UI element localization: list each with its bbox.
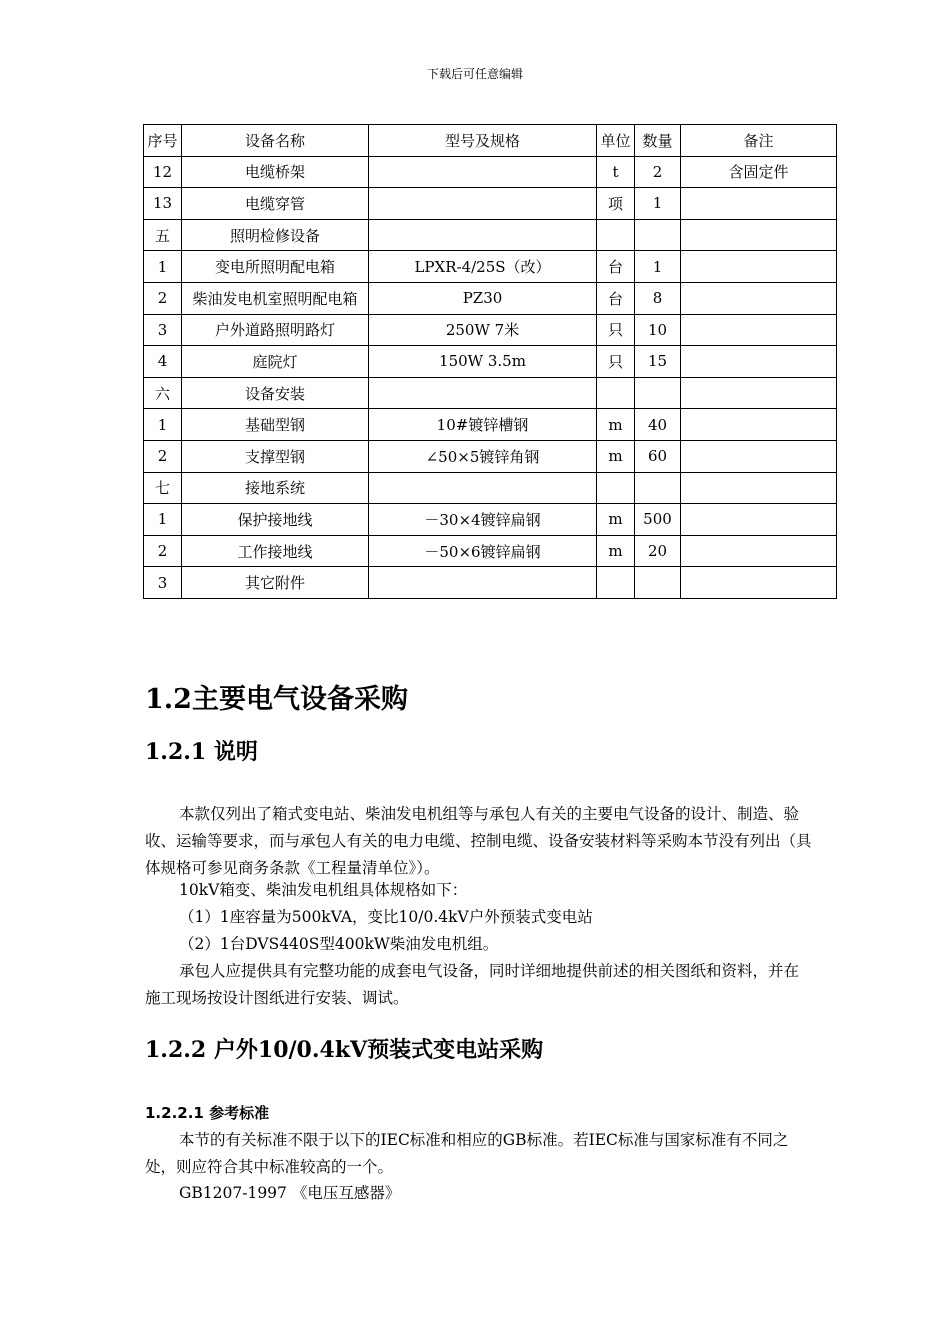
cell-spec: 150W 3.5m [369, 346, 597, 378]
cell-index: 1 [144, 251, 182, 283]
cell-name: 庭院灯 [182, 346, 369, 378]
cell-index: 2 [144, 440, 182, 472]
cell-spec [369, 472, 597, 504]
cell-qty: 10 [635, 314, 681, 346]
cell-unit [597, 472, 635, 504]
cell-index: 五 [144, 219, 182, 251]
standard-reference: GB1207-1997 《电压互感器》 [179, 1184, 401, 1202]
paragraph-intro: 本款仅列出了箱式变电站、柴油发电机组等与承包人有关的主要电气设备的设计、制造、验收、运输等要求，而与承包人有关的电力电缆、控制电缆、设备安装材料等采购本节没有列出（具体规格可参见商务条款《工程量清单位》）。 [145, 805, 812, 877]
cell-index: 12 [144, 156, 182, 188]
cell-remark [681, 346, 837, 378]
cell-index: 七 [144, 472, 182, 504]
cell-name: 工作接地线 [182, 535, 369, 567]
cell-unit [597, 377, 635, 409]
cell-remark [681, 219, 837, 251]
col-header-qty: 数量 [635, 125, 681, 157]
table-row [144, 282, 837, 314]
cell-unit: m [597, 504, 635, 536]
cell-unit: t [597, 156, 635, 188]
cell-unit: 台 [597, 251, 635, 283]
cell-remark [681, 314, 837, 346]
cell-remark [681, 251, 837, 283]
table-row [144, 346, 837, 378]
cell-unit: m [597, 409, 635, 441]
col-header-index: 序号 [144, 125, 182, 157]
cell-name: 柴油发电机室照明配电箱 [182, 282, 369, 314]
cell-unit: 只 [597, 314, 635, 346]
subsection-title-1-2-1: 1.2.1 说明 [145, 739, 258, 765]
cell-name: 其它附件 [182, 567, 369, 599]
cell-spec: －50×6镀锌扁钢 [369, 535, 597, 567]
cell-spec: LPXR-4/25S（改） [369, 251, 597, 283]
subsubsection-title-1-2-2-1: 1.2.2.1 参考标准 [145, 1104, 270, 1122]
cell-spec [369, 188, 597, 220]
cell-qty: 1 [635, 251, 681, 283]
table-row [144, 314, 837, 346]
cell-remark [681, 472, 837, 504]
col-header-spec: 型号及规格 [369, 125, 597, 157]
cell-name: 支撑型钢 [182, 440, 369, 472]
col-header-remark: 备注 [681, 125, 837, 157]
table-row [144, 472, 837, 504]
cell-remark [681, 377, 837, 409]
table-header-row [144, 125, 837, 157]
cell-name: 保护接地线 [182, 504, 369, 536]
cell-spec: 250W 7米 [369, 314, 597, 346]
cell-index: 1 [144, 409, 182, 441]
cell-unit: 只 [597, 346, 635, 378]
table-row [144, 409, 837, 441]
cell-unit: 台 [597, 282, 635, 314]
cell-index: 4 [144, 346, 182, 378]
cell-unit: m [597, 440, 635, 472]
list-item-generator: （2）1台DVS440S型400kW柴油发电机组。 [179, 935, 499, 953]
cell-qty: 500 [635, 504, 681, 536]
cell-unit [597, 219, 635, 251]
cell-name: 电缆穿管 [182, 188, 369, 220]
table-body [144, 156, 837, 598]
cell-name: 基础型钢 [182, 409, 369, 441]
cell-unit: m [597, 535, 635, 567]
table-row [144, 440, 837, 472]
paragraph-standards: 本节的有关标准不限于以下的IEC标准和相应的GB标准。若IEC标准与国家标准有不同之处，则应符合其中标准较高的一个。 [145, 1131, 789, 1176]
cell-spec [369, 377, 597, 409]
cell-qty: 40 [635, 409, 681, 441]
cell-index: 3 [144, 567, 182, 599]
cell-spec [369, 219, 597, 251]
cell-remark [681, 440, 837, 472]
cell-qty: 1 [635, 188, 681, 220]
cell-unit [597, 567, 635, 599]
cell-index: 2 [144, 282, 182, 314]
table-row [144, 251, 837, 283]
table-row [144, 188, 837, 220]
cell-qty [635, 567, 681, 599]
cell-index: 2 [144, 535, 182, 567]
equipment-table [143, 124, 837, 599]
subsection-title-1-2-2: 1.2.2 户外10/0.4kV预装式变电站采购 [145, 1037, 544, 1063]
cell-remark: 含固定件 [681, 156, 837, 188]
cell-qty: 60 [635, 440, 681, 472]
col-header-unit: 单位 [597, 125, 635, 157]
cell-qty: 15 [635, 346, 681, 378]
table-row [144, 567, 837, 599]
cell-spec: －30×4镀锌扁钢 [369, 504, 597, 536]
cell-spec [369, 567, 597, 599]
section-title: 1.2主要电气设备采购 [145, 684, 408, 715]
cell-qty: 2 [635, 156, 681, 188]
cell-remark [681, 409, 837, 441]
cell-name: 照明检修设备 [182, 219, 369, 251]
cell-index: 3 [144, 314, 182, 346]
page-header: 下载后可任意编辑 [426, 67, 523, 81]
cell-index: 1 [144, 504, 182, 536]
cell-spec: ∠50×5镀锌角钢 [369, 440, 597, 472]
cell-name: 设备安装 [182, 377, 369, 409]
cell-name: 电缆桥架 [182, 156, 369, 188]
cell-qty [635, 377, 681, 409]
paragraph-spec-intro: 10kV箱变、柴油发电机组具体规格如下： [179, 881, 468, 899]
cell-remark [681, 535, 837, 567]
cell-remark [681, 188, 837, 220]
cell-unit: 项 [597, 188, 635, 220]
col-header-name: 设备名称 [182, 125, 369, 157]
table-row [144, 504, 837, 536]
cell-name: 变电所照明配电箱 [182, 251, 369, 283]
cell-name: 户外道路照明路灯 [182, 314, 369, 346]
cell-spec: 10#镀锌槽钢 [369, 409, 597, 441]
cell-remark [681, 504, 837, 536]
cell-remark [681, 282, 837, 314]
table-row [144, 219, 837, 251]
cell-qty [635, 219, 681, 251]
paragraph-supplier: 承包人应提供具有完整功能的成套电气设备，同时详细地提供前述的相关图纸和资料，并在施工现场按设计图纸进行安装、调试。 [145, 962, 800, 1007]
cell-spec [369, 156, 597, 188]
list-item-substation: （1）1座容量为500kVA，变比10/0.4kV户外预装式变电站 [179, 908, 593, 926]
cell-remark [681, 567, 837, 599]
cell-qty: 20 [635, 535, 681, 567]
cell-qty: 8 [635, 282, 681, 314]
table-row [144, 535, 837, 567]
table-row [144, 156, 837, 188]
cell-index: 13 [144, 188, 182, 220]
cell-name: 接地系统 [182, 472, 369, 504]
cell-qty [635, 472, 681, 504]
table-row [144, 377, 837, 409]
cell-index: 六 [144, 377, 182, 409]
cell-spec: PZ30 [369, 282, 597, 314]
